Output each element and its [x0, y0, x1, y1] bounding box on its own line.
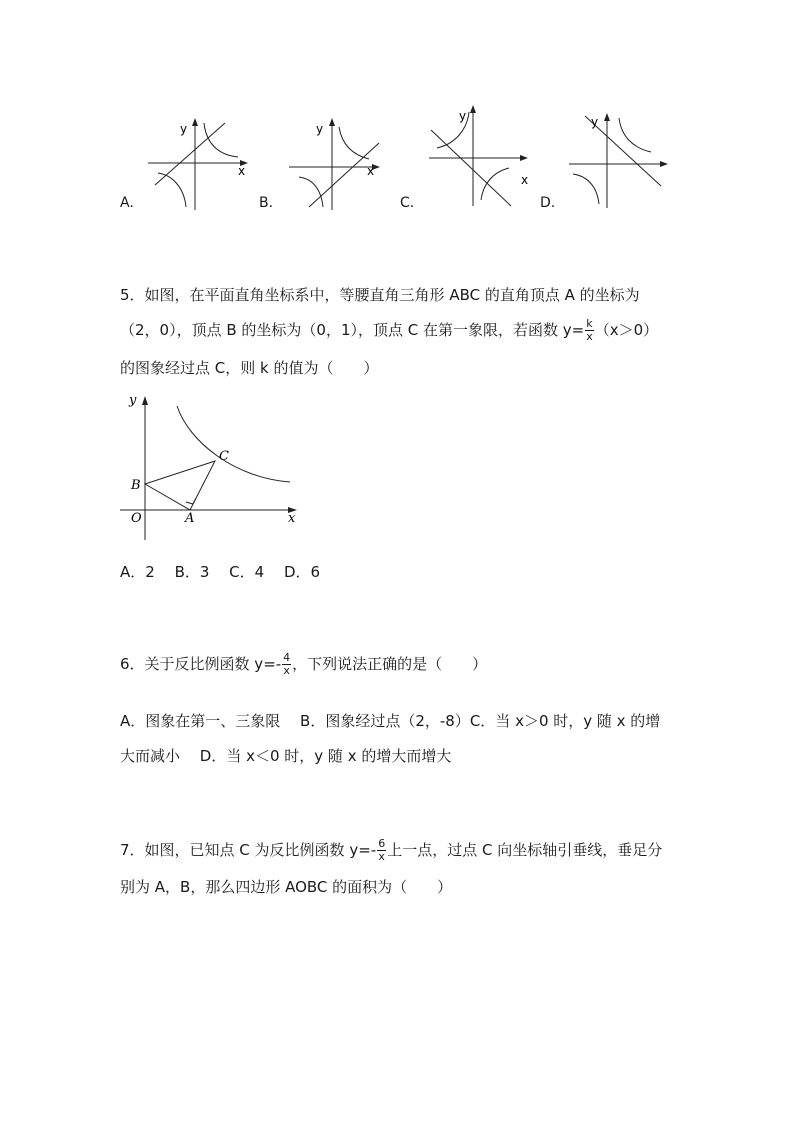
graph-c-x-label: x	[521, 173, 529, 187]
graph-b	[285, 115, 385, 215]
fig-origin-label: O	[131, 511, 142, 526]
q6-fraction	[282, 652, 291, 677]
q7-frac-num: 6	[378, 837, 386, 850]
option-c-label: C.	[400, 195, 415, 211]
graph-d-y-label: y	[591, 115, 599, 129]
graph-d	[565, 110, 675, 210]
q5-line-3: 的图象经过点 C，则 k 的值为（ ）	[120, 359, 379, 377]
q6-line-2: A．图象在第一、三象限 B．图象经过点（2，-8）C．当 x＞0 时，y 随 x 的增	[120, 712, 661, 730]
q6-frac-num: 4	[283, 651, 291, 664]
q6-stem-b: ，下列说法正确的是（ ）	[292, 655, 488, 673]
graph-c	[425, 100, 535, 210]
q5-frac-den: x	[586, 330, 593, 343]
q5-fraction	[585, 318, 594, 343]
q7-frac-den: x	[378, 850, 385, 863]
q5-frac-num: k	[586, 317, 593, 330]
q6-stem	[120, 652, 487, 677]
graph-a-x-label: x	[238, 164, 246, 178]
q7-stem-b: 上一点，过点 C 向坐标轴引垂线，垂足分	[387, 841, 663, 859]
q6-line-3: 大而减小 D．当 x＜0 时，y 随 x 的增大而增大	[120, 747, 452, 765]
q7-stem	[120, 838, 662, 863]
q7-line-2: 别为 A，B，那么四边形 AOBC 的面积为（ ）	[120, 878, 453, 896]
graph-b-y-label: y	[316, 122, 324, 136]
fig-x-label: x	[288, 511, 296, 526]
q7-stem-a: 7．如图，已知点 C 为反比例函数 y=-	[120, 841, 377, 859]
q5-line-1: 5．如图，在平面直角坐标系中，等腰直角三角形 ABC 的直角顶点 A 的坐标为	[120, 286, 640, 304]
fig-y-label: y	[129, 393, 137, 408]
option-a-label: A.	[120, 195, 134, 211]
q5-line-2	[120, 318, 658, 343]
q5-choices: A．2 B．3 C．4 D．6	[120, 563, 321, 581]
graph-a-y-label: y	[180, 122, 188, 136]
fig-b-label: B	[131, 478, 141, 493]
graph-b-x-label: x	[367, 164, 375, 178]
option-d-label: D.	[540, 195, 556, 211]
q6-stem-a: 6．关于反比例函数 y=-	[120, 655, 282, 673]
graph-a	[140, 115, 255, 215]
q7-fraction	[377, 838, 386, 863]
q5-figure	[115, 390, 305, 545]
q6-frac-den: x	[283, 664, 290, 677]
graph-c-y-label: y	[459, 109, 467, 123]
fig-c-label: C	[219, 449, 229, 464]
fig-a-label: A	[185, 511, 195, 526]
option-b-label: B.	[259, 195, 274, 211]
q5-line-2-a: （2，0），顶点 B 的坐标为（0，1），顶点 C 在第一象限，若函数 y=	[120, 321, 585, 339]
q5-line-2-b: （x＞0）	[594, 321, 659, 339]
